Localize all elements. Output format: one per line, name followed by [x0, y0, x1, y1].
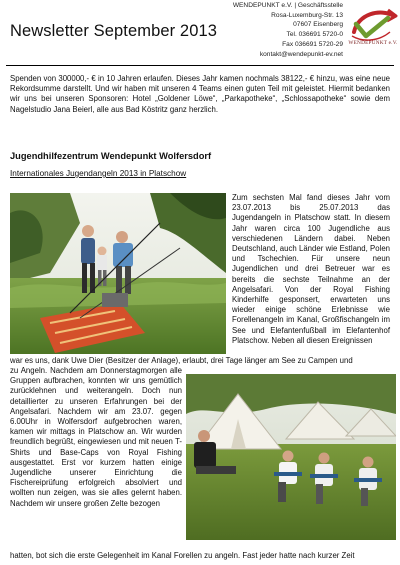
section-heading: Jugendhilfezentrum Wendepunkt Wolfersdorf — [10, 151, 212, 161]
article-column-right: Zum sechsten Mal fand dieses Jahr vom 23.07.2013 bis 25.07.2013 das Jugendangeln in Platschow statt. In diesem Jahr waren circa 100 Jugendliche aus verschiedenen Ländern dabei. Neben Deutschland, auch Länder wie Estland, Polen und Tschechien. Für unsere neun Jugendlichen und drei Betreuer war es bereits die sechste Teilnahme an der Angelsafari. Von der Royal Fishing Kinderhilfe gesponsert, erwarteten uns wieder einige schöne Erlebnisse wie Forellenangeln im Kanal, Großfischangeln im See und Elefantenfußball im Elefantenhof Platschow. Neben all diesen Ereignissen — [232, 193, 390, 345]
address-email: kontakt@wendepunkt-ev.net — [259, 50, 343, 58]
address-line: 07607 Eisenberg — [293, 21, 343, 29]
fishing-photo — [10, 193, 226, 354]
address-line: Fax 036691 5720-29 — [282, 40, 343, 48]
newsletter-header — [6, 0, 398, 66]
newsletter-title: Newsletter September 2013 — [10, 22, 218, 40]
intro-paragraph: Spenden von 300000,- € in 10 Jahren erlaufen. Dieses Jahr kamen nochmals 38122,- € hinzu, was eine neue Rekordsumme darstellt. Und wir haben mit unseren 4 Teams einen guten Teil mit geleistet. Hiermit bedanken wir uns bei unseren Sponsoren: Hotel „Goldener Löwe“, „Parkapotheke“, „Schlossapotheke“ sowie dem Nagelstudio Jana Beierl, alle aus Bad Köstritz ganz herzlich. — [10, 74, 390, 114]
address-line: Rosa-Luxemburg-Str. 13 — [271, 11, 343, 19]
camp-photo — [186, 374, 396, 540]
article-line: war es uns, dank Uwe Dier (Besitzer der Anlage), erlaubt, drei Tage länger am See zu Campen und — [10, 356, 353, 365]
article-column-left: zu Angeln. Nachdem am Donnerstagmorgen alle Gruppen aufbrachen, konnten wir uns gemütlich zurücklehnen und weiterangeln. Doch nun detaillierter zu unseren Erfahrungen bei der Angelsafari. Nachdem wir am 23.07. gegen 6.00Uhr in Wolfersdorf aufgebrochen waren, kamen wir mittags in Platschow an. Wir wurden freundlich begrüßt, eingewiesen und mit neuen T-Shirts und Base-Caps von Royal Fishing ausgestattet. Erst vor kurzem hatten einige Jugendliche unserer Einrichtung die Fischereiprüfung erfolgreich absolviert und wollten nun zeigen, was sie alles gelernt haben. Nachdem wir unsere großen Zelte bezogen — [10, 366, 182, 508]
wendepunkt-logo — [344, 2, 400, 54]
section-subheading: Internationales Jugendangeln 2013 in Platschow — [10, 169, 187, 178]
article-line: hatten, bot sich die erste Gelegenheit im Kanal Forellen zu angeln. Fast jeder hatte nach kurzer Zeit — [10, 551, 355, 560]
address-line: Tel. 036691 5720-0 — [286, 31, 343, 39]
address-block — [205, 1, 343, 59]
address-line: WENDEPUNKT e.V. | Geschäftsstelle — [232, 2, 343, 9]
logo-text: WENDEPUNKT e.V. — [348, 40, 398, 46]
